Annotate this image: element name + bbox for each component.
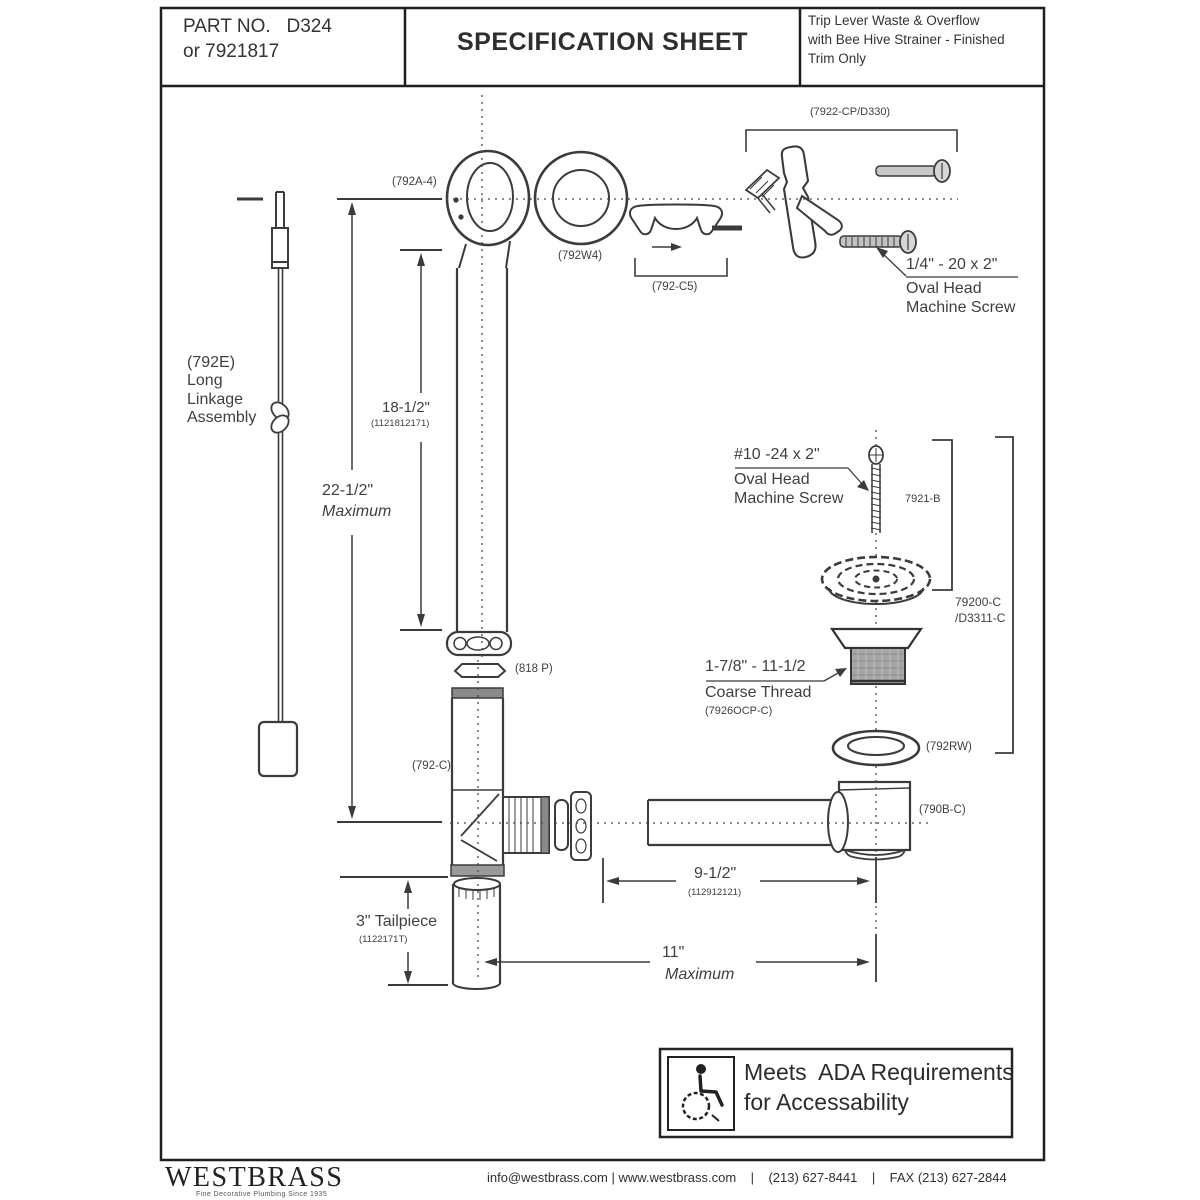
label-rubber-washer: (792RW) [926,741,972,753]
slip-washer [555,800,568,850]
dim-max-run: 11" [662,944,685,961]
label-strainer-rod: 7921-B [905,493,941,505]
overflow-clamp-drawing [630,205,742,277]
ada-text-line1: Meets ADA Requirements [744,1059,1014,1085]
tee-drawing [451,688,591,876]
label-elbow: (790B-C) [919,804,966,816]
dim-max-run-note: Maximum [665,966,735,983]
linkage-knot [268,399,292,436]
dim-tailpiece-metric: (1122171T) [359,934,408,945]
part-number-line2: or 7921817 [183,41,280,62]
callout-ten-screw-line2: Oval Head [734,471,810,488]
label-faceplate-kit: (7922-CP/D330) [810,106,891,118]
label-overflow-ring: (792W4) [558,250,603,262]
dim-max-height-note: Maximum [322,503,392,520]
overflow-ring-drawing [535,152,627,244]
callout-ten-screw-line1: #10 -24 x 2" [734,446,820,463]
part-number-line1: PART NO. D324 [183,16,332,37]
dim-max-height: 22-1/2" [322,482,374,499]
callout-coarse-thread-line2: Coarse Thread [705,684,812,701]
sheet-title: SPECIFICATION SHEET [456,28,748,56]
slip-nut [571,792,591,860]
label-tee-washer: (818 P) [515,663,553,675]
callout-ten-screw-line3: Machine Screw [734,490,844,507]
linkage-part-number: (792E) [187,354,236,371]
overflow-slipnut-drawing [447,632,511,655]
dim-tailpiece: 3" Tailpiece [356,913,437,930]
brand-logo: WESTBRASS [165,1162,344,1193]
tee-washer-drawing [455,664,505,677]
label-tee: (792-C) [412,760,451,772]
label-strainer-kit-line1: 79200-C [955,595,1002,609]
long-linkage-drawing [237,192,297,776]
drain-body-drawing [832,629,921,684]
callout-quarter-screw-line3: Machine Screw [906,299,1016,316]
machine-screw-top [876,160,950,182]
tailpiece-drawing [453,878,500,989]
sheet-subtitle-line1: Trip Lever Waste & Overflow [808,13,980,28]
strainer-screw-drawing [869,446,883,533]
sheet-subtitle-line3: Trim Only [808,51,866,66]
beehive-strainer-drawing [822,557,930,604]
ada-text-line2: for Accessability [744,1089,909,1115]
dim-horizontal-run-metric: (112912121) [688,887,742,898]
label-strainer-kit-line2: /D3311-C [955,611,1006,625]
brand-tagline: Fine Decorative Plumbing Since 1935 [196,1191,328,1198]
rubber-washer-drawing [833,731,919,765]
callout-quarter-screw-line1: 1/4" - 20 x 2" [906,256,998,273]
sheet-subtitle-line2: with Bee Hive Strainer - Finished [808,32,1005,47]
label-overflow-clamp: (792-C5) [652,281,698,293]
bracket-7921B [932,440,952,590]
overflow-flange-drawing [447,151,529,268]
callout-quarter-screw-line2: Oval Head [906,280,982,297]
callout-coarse-thread-line1: 1-7/8" - 11-1/2 [705,658,806,675]
footer-contact: info@westbrass.com | www.westbrass.com | (213) 627-8441 | FAX (213) 627-2844 [487,1170,1007,1185]
dim-horizontal-run: 9-1/2" [694,865,737,882]
dim-18-half [400,250,442,630]
faceplate-kit-drawing [746,130,1018,277]
dim-overflow-length-metric: (1121812171) [371,418,430,429]
callout-coarse-thread-part: (7926OCP-C) [705,705,773,717]
label-long-linkage: (792E) Long Linkage Assembly [187,354,257,427]
tee-outlet-threads [503,797,549,853]
elbow-drawing [828,782,910,860]
label-overflow-flange: (792A-4) [392,176,437,188]
overflow-tube-drawing [457,268,507,632]
dim-overflow-length: 18-1/2" [382,399,430,416]
